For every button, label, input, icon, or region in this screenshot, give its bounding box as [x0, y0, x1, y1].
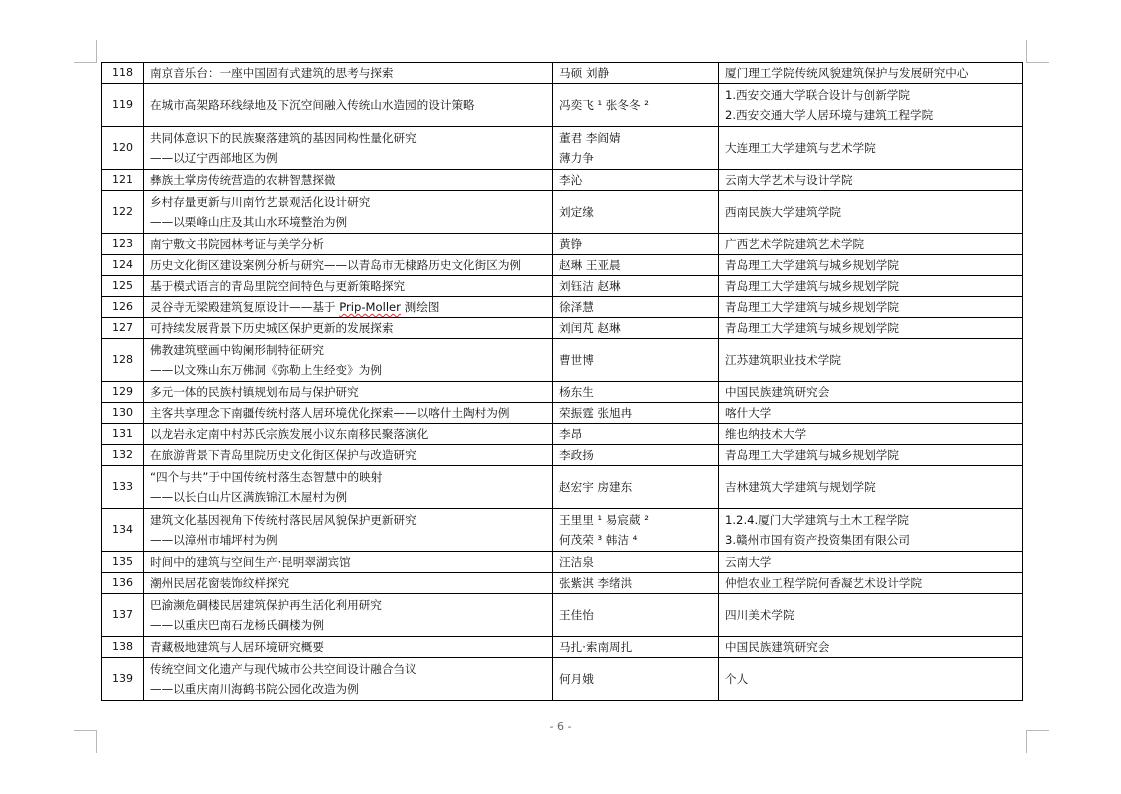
- authors: 何茂荣 ³ 韩洁 ⁴: [559, 533, 638, 547]
- organization: 喀什大学: [725, 406, 772, 420]
- organization: 云南大学: [725, 555, 772, 569]
- paper-list-body: [102, 63, 1023, 701]
- authors: 李政扬: [559, 448, 594, 462]
- row-number: 134: [102, 509, 144, 552]
- authors-cell: [553, 424, 719, 445]
- table-row: [102, 63, 1023, 84]
- authors: 马扎·索南周扎: [559, 640, 633, 654]
- row-number: 139: [102, 658, 144, 701]
- paper-title-cell: [144, 466, 553, 509]
- paper-title-cell: [144, 127, 553, 170]
- table-row: [102, 170, 1023, 191]
- paper-title-cell: [144, 424, 553, 445]
- authors: 刘钰洁 赵琳: [559, 279, 621, 293]
- paper-title: 佛教建筑壁画中钩阑形制特征研究: [150, 343, 324, 357]
- row-number: 123: [102, 234, 144, 255]
- paper-title-cell: [144, 297, 553, 318]
- organization: 青岛理工大学建筑与城乡规划学院: [725, 321, 899, 335]
- organization: 1.2.4.厦门大学建筑与土木工程学院: [725, 513, 909, 527]
- organization-cell: [719, 594, 1023, 637]
- authors: 徐泽慧: [559, 300, 594, 314]
- organization: 四川美术学院: [725, 608, 795, 622]
- row-number: 125: [102, 276, 144, 297]
- paper-title-cell: [144, 318, 553, 339]
- table-row: [102, 658, 1023, 701]
- paper-title-cell: [144, 658, 553, 701]
- table-row: [102, 445, 1023, 466]
- row-number: 127: [102, 318, 144, 339]
- paper-title-cell: [144, 403, 553, 424]
- row-number: 135: [102, 552, 144, 573]
- table-row: [102, 594, 1023, 637]
- paper-title: 彝族土掌房传统营造的农耕智慧探微: [150, 173, 336, 187]
- authors-cell: [553, 466, 719, 509]
- paper-title-cell: [144, 594, 553, 637]
- organization-cell: [719, 191, 1023, 234]
- authors-cell: [553, 234, 719, 255]
- authors-cell: [553, 339, 719, 382]
- authors: 李沁: [559, 173, 583, 187]
- organization-cell: [719, 552, 1023, 573]
- organization-cell: [719, 573, 1023, 594]
- organization-cell: [719, 658, 1023, 701]
- paper-title: 共同体意识下的民族聚落建筑的基因同构性量化研究: [150, 131, 417, 145]
- authors-cell: [553, 63, 719, 84]
- organization-cell: [719, 318, 1023, 339]
- organization-cell: [719, 170, 1023, 191]
- crop-mark-top-right: [1026, 40, 1049, 63]
- organization: 吉林建筑大学建筑与规划学院: [725, 480, 876, 494]
- table-row: [102, 234, 1023, 255]
- paper-title: 南宁敷文书院园林考证与美学分析: [150, 237, 324, 251]
- table-row: [102, 297, 1023, 318]
- table-row: [102, 318, 1023, 339]
- row-number: 119: [102, 84, 144, 127]
- organization-cell: [719, 382, 1023, 403]
- organization-cell: [719, 276, 1023, 297]
- row-number: 137: [102, 594, 144, 637]
- authors: 马硕 刘静: [559, 66, 610, 80]
- authors: 赵琳 王亚晨: [559, 258, 621, 272]
- row-number: 130: [102, 403, 144, 424]
- table-row: [102, 191, 1023, 234]
- organization-cell: [719, 84, 1023, 127]
- paper-title-cell: [144, 552, 553, 573]
- authors-cell: [553, 127, 719, 170]
- paper-title: 潮州民居花窗装饰纹样探究: [150, 576, 290, 590]
- row-number: 121: [102, 170, 144, 191]
- crop-mark-bottom-left: [74, 730, 97, 753]
- organization: 云南大学艺术与设计学院: [725, 173, 853, 187]
- table-row: [102, 339, 1023, 382]
- paper-title: 在城市高架路环线绿地及下沉空间融入传统山水造园的设计策略: [150, 98, 475, 112]
- authors-cell: [553, 552, 719, 573]
- paper-title: ——以栗峰山庄及其山水环境整治为例: [150, 215, 348, 229]
- organization: 中国民族建筑研究会: [725, 640, 830, 654]
- paper-title: 在旅游背景下青岛里院历史文化街区保护与改造研究: [150, 448, 417, 462]
- paper-title: 多元一体的民族村镇规划布局与保护研究: [150, 385, 359, 399]
- row-number: 120: [102, 127, 144, 170]
- paper-title-cell: [144, 382, 553, 403]
- row-number: 124: [102, 255, 144, 276]
- row-number: 129: [102, 382, 144, 403]
- organization-cell: [719, 234, 1023, 255]
- organization-cell: [719, 466, 1023, 509]
- table-row: [102, 573, 1023, 594]
- paper-title: 时间中的建筑与空间生产·昆明翠湖宾馆: [150, 555, 351, 569]
- paper-title-cell: [144, 191, 553, 234]
- authors: 刘定缘: [559, 205, 594, 219]
- paper-title-cell: [144, 84, 553, 127]
- paper-title: 基于模式语言的青岛里院空间特色与更新策略探究: [150, 279, 406, 293]
- organization-cell: [719, 403, 1023, 424]
- paper-title-cell: [144, 509, 553, 552]
- authors: 黄铮: [559, 237, 583, 251]
- organization: 中国民族建筑研究会: [725, 385, 830, 399]
- authors-cell: [553, 637, 719, 658]
- authors-cell: [553, 445, 719, 466]
- paper-title: 青藏极地建筑与人居环境研究概要: [150, 640, 324, 654]
- authors: 荣振霆 张旭冉: [559, 406, 633, 420]
- authors-cell: [553, 191, 719, 234]
- row-number: 133: [102, 466, 144, 509]
- paper-title: 历史文化街区建设案例分析与研究——以青岛市无棣路历史文化街区为例: [150, 258, 522, 272]
- paper-title: 以龙岩永定南中村苏氏宗族发展小议东南移民聚落演化: [150, 427, 429, 441]
- organization: 个人: [725, 672, 749, 686]
- authors-cell: [553, 276, 719, 297]
- organization-cell: [719, 445, 1023, 466]
- table-row: [102, 127, 1023, 170]
- authors-cell: [553, 573, 719, 594]
- row-number: 128: [102, 339, 144, 382]
- organization-cell: [719, 63, 1023, 84]
- crop-mark-top-left: [74, 40, 97, 63]
- table-row: [102, 637, 1023, 658]
- paper-title: ——以文殊山东万佛洞《弥勒上生经变》为例: [150, 363, 382, 377]
- authors: 赵宏宇 房建东: [559, 480, 633, 494]
- paper-title: 建筑文化基因视角下传统村落民居风貌保护更新研究: [150, 513, 417, 527]
- paper-title: 传统空间文化遗产与现代城市公共空间设计融合刍议: [150, 662, 417, 676]
- paper-title: ——以长白山片区满族锦江木屋村为例: [150, 490, 348, 504]
- crop-mark-bottom-right: [1026, 730, 1049, 753]
- authors: 李昂: [559, 427, 583, 441]
- authors-cell: [553, 403, 719, 424]
- paper-title-cell: [144, 255, 553, 276]
- authors: 杨东生: [559, 385, 594, 399]
- paper-title-cell: [144, 637, 553, 658]
- paper-title: 主客共享理念下南疆传统村落人居环境优化探索——以喀什土陶村为例: [150, 406, 510, 420]
- organization-cell: [719, 297, 1023, 318]
- authors-cell: [553, 170, 719, 191]
- paper-title: “四个与共”于中国传统村落生态智慧中的映射: [150, 470, 383, 484]
- authors: 冯奕飞 ¹ 张冬冬 ²: [559, 98, 649, 112]
- authors: 何月娥: [559, 672, 594, 686]
- paper-title: 乡村存量更新与川南竹艺景观活化设计研究: [150, 195, 371, 209]
- paper-title-cell: [144, 339, 553, 382]
- organization: 广西艺术学院建筑艺术学院: [725, 237, 865, 251]
- paper-title-cell: [144, 234, 553, 255]
- authors-cell: [553, 318, 719, 339]
- table-row: [102, 509, 1023, 552]
- organization: 仲恺农业工程学院何香凝艺术设计学院: [725, 576, 923, 590]
- organization: 维也纳技术大学: [725, 427, 807, 441]
- organization: 西南民族大学建筑学院: [725, 205, 841, 219]
- organization: 青岛理工大学建筑与城乡规划学院: [725, 258, 899, 272]
- table-row: [102, 403, 1023, 424]
- row-number: 132: [102, 445, 144, 466]
- authors: 张紫淇 李绪洪: [559, 576, 633, 590]
- table-row: [102, 466, 1023, 509]
- paper-title-cell: [144, 63, 553, 84]
- authors-cell: [553, 255, 719, 276]
- authors: 曹世博: [559, 353, 594, 367]
- authors: 王佳怡: [559, 608, 594, 622]
- authors: 汪洁泉: [559, 555, 594, 569]
- paper-title-cell: [144, 573, 553, 594]
- page-number: - 6 -: [549, 720, 572, 733]
- authors: 王里里 ¹ 易宸葳 ²: [559, 513, 649, 527]
- organization: 3.赣州市国有资产投资集团有限公司: [725, 533, 910, 547]
- spellcheck-underline: Prip-Moller: [339, 300, 401, 314]
- table-row: [102, 552, 1023, 573]
- authors-cell: [553, 594, 719, 637]
- authors-cell: [553, 297, 719, 318]
- paper-title: 灵谷寺无梁殿建筑复原设计——基于 Prip-Moller 测绘图: [150, 300, 440, 314]
- organization: 青岛理工大学建筑与城乡规划学院: [725, 300, 899, 314]
- authors-cell: [553, 382, 719, 403]
- table-row: [102, 382, 1023, 403]
- organization: 1.西安交通大学联合设计与创新学院: [725, 88, 910, 102]
- table-row: [102, 424, 1023, 445]
- table-row: [102, 276, 1023, 297]
- paper-title: ——以重庆巴南石龙杨氏碉楼为例: [150, 618, 324, 632]
- organization-cell: [719, 424, 1023, 445]
- organization-cell: [719, 127, 1023, 170]
- organization: 青岛理工大学建筑与城乡规划学院: [725, 448, 899, 462]
- row-number: 126: [102, 297, 144, 318]
- organization-cell: [719, 255, 1023, 276]
- authors: 董君 李阎婧: [559, 131, 621, 145]
- paper-title: ——以辽宁西部地区为例: [150, 151, 278, 165]
- paper-title-cell: [144, 276, 553, 297]
- paper-title: ——以漳州市埔坪村为例: [150, 533, 278, 547]
- row-number: 138: [102, 637, 144, 658]
- paper-title: ——以重庆南川海鹤书院公园化改造为例: [150, 682, 359, 696]
- row-number: 118: [102, 63, 144, 84]
- organization: 2.西安交通大学人居环境与建筑工程学院: [725, 108, 934, 122]
- organization: 大连理工大学建筑与艺术学院: [725, 141, 876, 155]
- organization: 江苏建筑职业技术学院: [725, 353, 841, 367]
- paper-title-cell: [144, 445, 553, 466]
- organization-cell: [719, 637, 1023, 658]
- organization-cell: [719, 509, 1023, 552]
- organization-cell: [719, 339, 1023, 382]
- authors: 薄力争: [559, 151, 594, 165]
- row-number: 131: [102, 424, 144, 445]
- authors-cell: [553, 509, 719, 552]
- paper-title-cell: [144, 170, 553, 191]
- paper-title: 可持续发展背景下历史城区保护更新的发展探索: [150, 321, 394, 335]
- paper-list-table: [101, 62, 1023, 701]
- authors-cell: [553, 84, 719, 127]
- table-row: [102, 84, 1023, 127]
- organization: 厦门理工学院传统风貌建筑保护与发展研究中心: [725, 66, 969, 80]
- row-number: 136: [102, 573, 144, 594]
- paper-title: 南京音乐台：一座中国固有式建筑的思考与探索: [150, 66, 394, 80]
- authors: 刘闰芃 赵琳: [559, 321, 621, 335]
- authors-cell: [553, 658, 719, 701]
- row-number: 122: [102, 191, 144, 234]
- table-row: [102, 255, 1023, 276]
- paper-title: 巴渝濒危碉楼民居建筑保护再生活化利用研究: [150, 598, 382, 612]
- organization: 青岛理工大学建筑与城乡规划学院: [725, 279, 899, 293]
